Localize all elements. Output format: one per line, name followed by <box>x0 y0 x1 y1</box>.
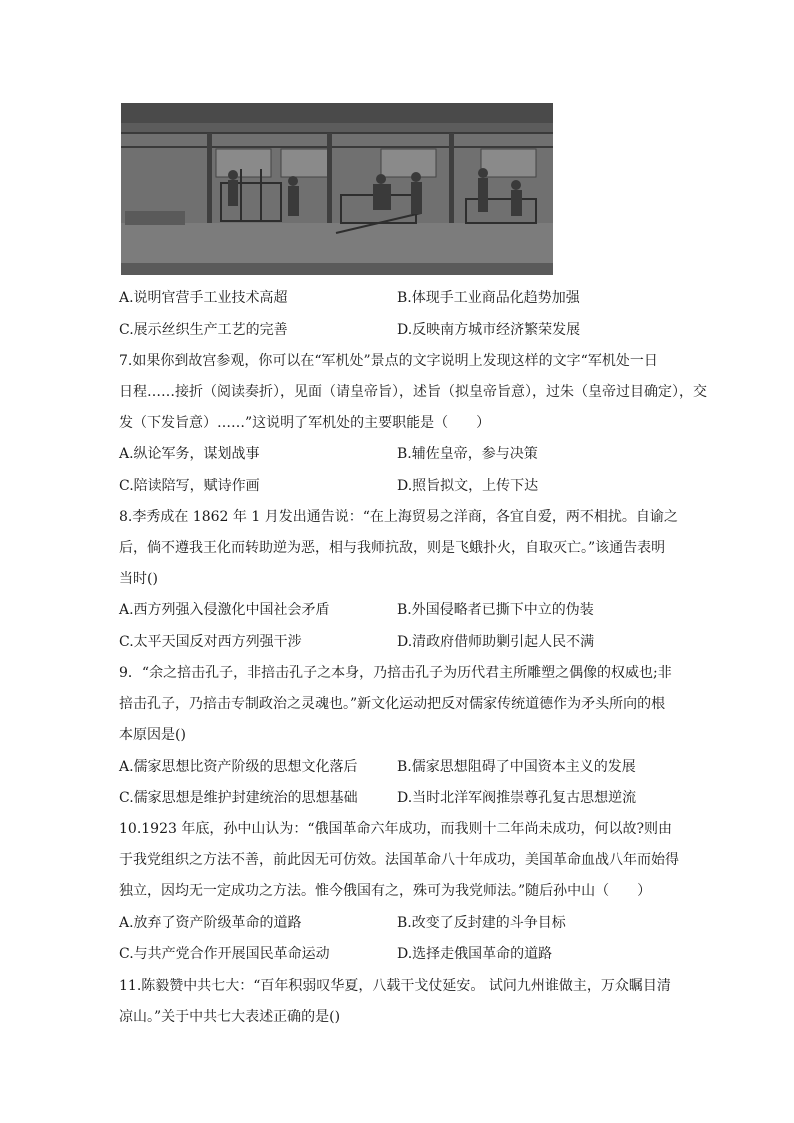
q10-option-b: B.改变了反封建的斗争目标 <box>397 915 566 931</box>
q8-option-c: C.太平天国反对西方列强干涉 <box>119 634 302 650</box>
q9-option-d: D.当时北洋军阀推崇尊孔复古思想逆流 <box>397 790 637 806</box>
q10-stem-line1: 10.1923 年底，孙中山认为：“俄国革命六年成功，而我则十二年尚未成功，何以故?则由 <box>119 821 673 837</box>
q10-stem-line3: 独立，因均无一定成功之方法。惟今俄国有之，殊可为我党师法。”随后孙中山（ ） <box>119 883 652 899</box>
painting-image <box>121 103 553 275</box>
q11-stem-line2: 凉山。”关于中共七大表述正确的是() <box>119 1009 341 1025</box>
q7-option-a: A.纵论军务，谋划战事 <box>119 446 260 462</box>
q9-stem-line2: 掊击孔子，乃掊击专制政治之灵魂也。”新文化运动把反对儒家传统道德作为矛头所向的根 <box>119 696 666 712</box>
q8-option-a: A.西方列强入侵激化中国社会矛盾 <box>119 602 330 618</box>
q8-stem-line1: 8.李秀成在 1862 年 1 月发出通告说：“在上海贸易之洋商，各宜自爱，两不相扰。自谕之 <box>119 509 678 525</box>
q8-stem-line2: 后，倘不遵我王化而转助逆为恶，相与我师抗敌，则是飞蛾扑火，自取灭亡。”该通告表明 <box>119 540 666 556</box>
q8-option-b: B.外国侵略者已撕下中立的伪装 <box>397 602 594 618</box>
q8-stem-line3: 当时() <box>119 571 158 587</box>
q7-stem-line2: 日程……接折（阅读奏折），见面（请皇帝旨），述旨（拟皇帝旨意），过朱（皇帝过目确定），交 <box>119 384 707 400</box>
q9-option-c: C.儒家思想是维护封建统治的思想基础 <box>119 790 358 806</box>
q9-option-b: B.儒家思想阻碍了中国资本主义的发展 <box>397 759 636 775</box>
q7-stem-line3: 发（下发旨意）……”这说明了军机处的主要职能是（ ） <box>119 415 491 431</box>
q11-stem-line1: 11.陈毅赞中共七大：“百年积弱叹华夏，八载干戈仗延安。 试问九州谁做主，万众瞩目清 <box>119 978 671 994</box>
q10-option-c: C.与共产党合作开展国民革命运动 <box>119 946 330 962</box>
q7-stem-line1: 7.如果你到故宫参观，你可以在“军机处”景点的文字说明上发现这样的文字“军机处一日 <box>119 353 658 369</box>
q6-option-c: C.展示丝织生产工艺的完善 <box>119 322 288 338</box>
q6-option-d: D.反映南方城市经济繁荣发展 <box>397 322 581 338</box>
q6-option-b: B.体现手工业商品化趋势加强 <box>397 290 580 306</box>
q9-option-a: A.儒家思想比资产阶级的思想文化落后 <box>119 759 358 775</box>
q9-stem-line3: 本原因是() <box>119 727 186 743</box>
q10-option-d: D.选择走俄国革命的道路 <box>397 946 553 962</box>
q6-option-a: A.说明官营手工业技术高超 <box>119 290 288 306</box>
q10-stem-line2: 于我党组织之方法不善，前此因无可仿效。法国革命八十年成功，美国革命血战八年而始得 <box>119 852 679 868</box>
q10-option-a: A.放弃了资产阶级革命的道路 <box>119 915 302 931</box>
q8-option-d: D.清政府借师助剿引起人民不满 <box>397 634 595 650</box>
q7-option-d: D.照旨拟文，上传下达 <box>397 478 539 494</box>
workshop-scene-illustration <box>121 103 553 275</box>
q9-stem-line1: 9．“余之掊击孔子，非掊击孔子之本身，乃掊击孔子为历代君主所雕塑之偶像的权威也;非 <box>119 665 672 681</box>
q7-option-b: B.辅佐皇帝，参与决策 <box>397 446 538 462</box>
q7-option-c: C.陪读陪写，赋诗作画 <box>119 478 260 494</box>
